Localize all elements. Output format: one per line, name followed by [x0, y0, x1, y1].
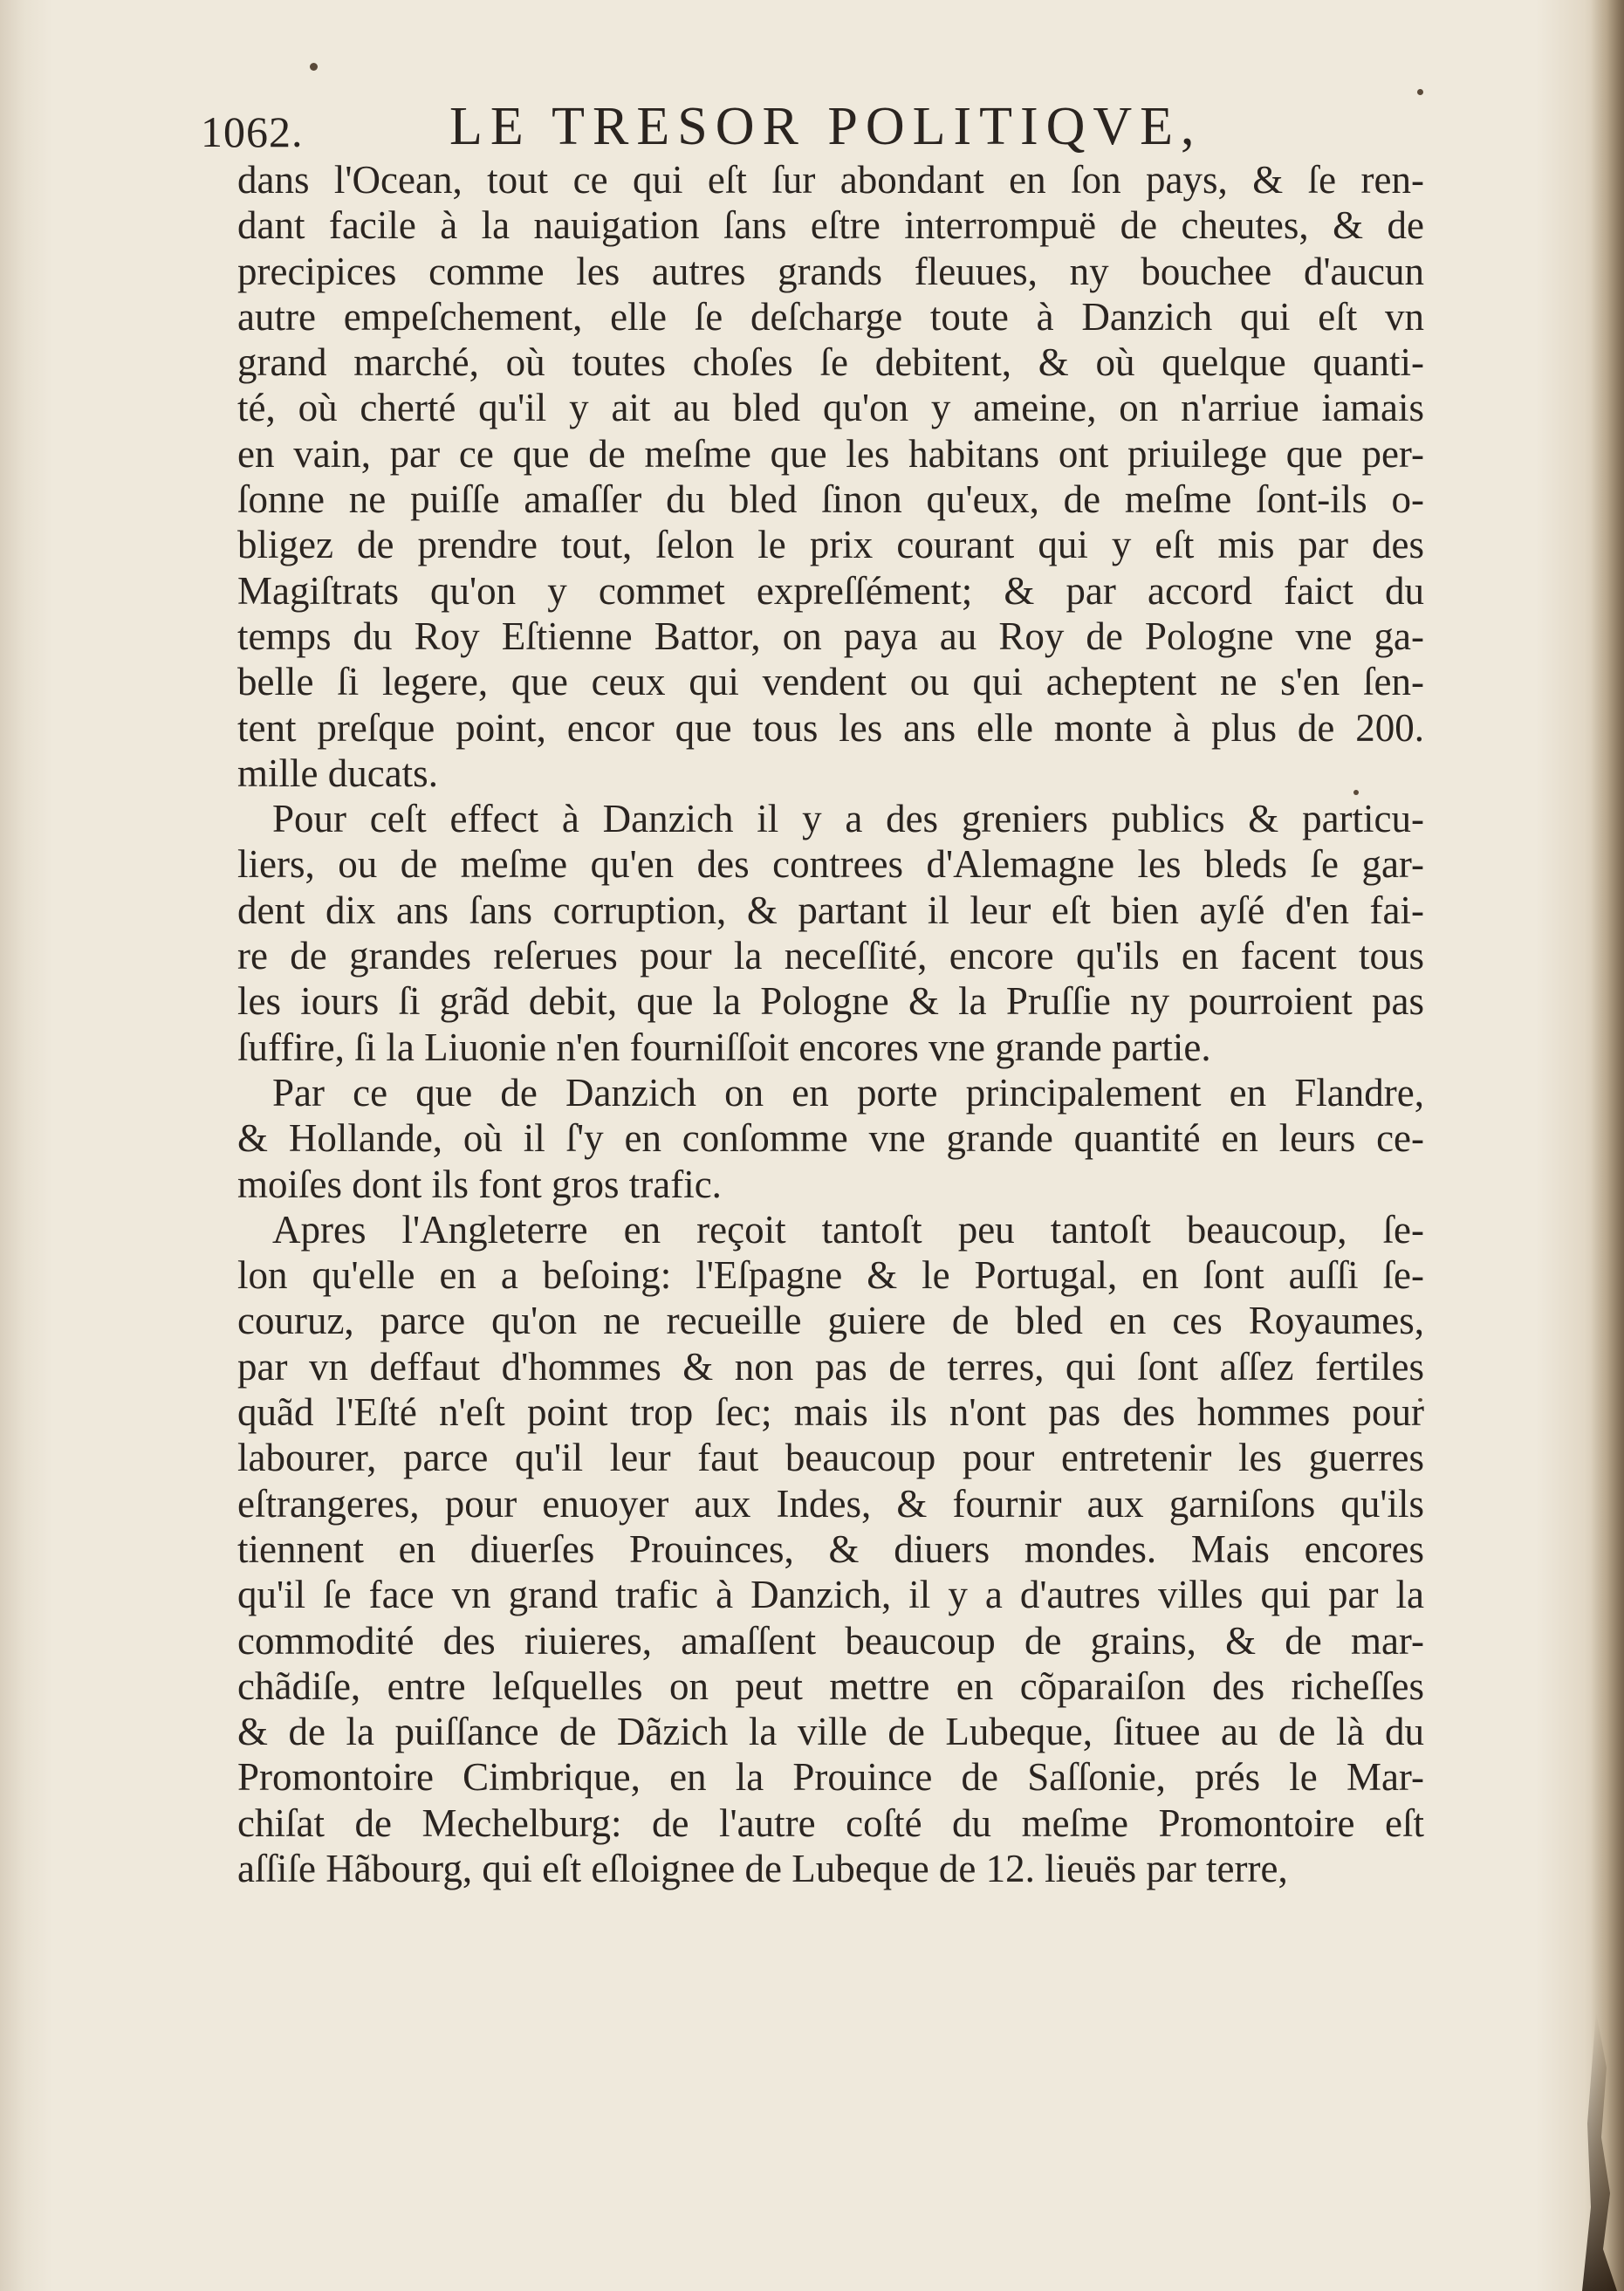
text-line: eſtrangeres, pour enuoyer aux Indes, & fournir aux garniſons qu'ils — [237, 1481, 1424, 1526]
text-line: bligez de prendre tout, ſelon le prix courant qui y eſt mis par des — [237, 523, 1424, 567]
text-line: chiſat de Mechelburg: de l'autre coſté du meſme Promontoire eſt — [237, 1801, 1424, 1845]
text-line: mille ducats. — [237, 751, 438, 795]
text-line: Magiſtrats qu'on y commet expreſſément; & par accord faict du — [237, 568, 1424, 613]
text-line: ſuffire, ſi la Liuonie n'en fourniſſoit encores vne grande partie. — [237, 1025, 1211, 1069]
running-title: LE TRESOR POLITIQVE, — [449, 97, 1203, 156]
text-line: Apres l'Angleterre en reçoit tantoſt peu tantoſt beaucoup, ſe- — [272, 1207, 1424, 1252]
text-line: Par ce que de Danzich on en porte principalement en Flandre, — [272, 1070, 1424, 1115]
page-header — [201, 96, 1292, 166]
text-line: couruz, parce qu'on ne recueille guiere de bled en ces Royaumes, — [237, 1299, 1424, 1343]
text-line: aſſiſe Hãbourg, qui eſt eſloignee de Lubeque de 12. lieuës par terre, — [237, 1846, 1288, 1890]
text-line: precipices comme les autres grands fleuues, ny bouchee d'aucun — [237, 249, 1424, 293]
text-line: dans l'Ocean, tout ce qui eſt ſur abondant en ſon pays, & ſe ren- — [237, 158, 1424, 202]
text-line: moiſes dont ils font gros trafic. — [237, 1162, 722, 1206]
text-line: Promontoire Cimbrique, en la Prouince de Saſſonie, prés le Mar- — [237, 1755, 1424, 1800]
text-line: les iours ſi grãd debit, que la Pologne & la Pruſſie ny pourroient pas — [237, 979, 1424, 1024]
text-line: tent preſque point, encor que tous les ans elle monte à plus de 200. — [237, 705, 1424, 750]
text-line: & Hollande, où il ſ'y en conſomme vne grande quantité en leurs ce- — [237, 1116, 1424, 1161]
text-line: en vain, par ce que de meſme que les habitans ont priuilege que per- — [237, 431, 1424, 476]
text-line: lon qu'elle en a beſoing: l'Eſpagne & le Portugal, en ſont auſſi ſe- — [237, 1253, 1424, 1298]
text-line: té, où cherté qu'il y ait au bled qu'on y ameine, on n'arriue iamais — [237, 386, 1424, 430]
ink-speck — [310, 63, 318, 71]
text-line: & de la puiſſance de Dãzich la ville de Lubeque, ſituee au de là du — [237, 1710, 1424, 1754]
text-line: dent dix ans ſans corruption, & partant il leur eſt bien ayſé d'en fai- — [237, 888, 1424, 932]
text-line: grand marché, où toutes choſes ſe debitent, & où quelque quanti- — [237, 340, 1424, 385]
text-line: chãdiſe, entre leſquelles on peut mettre en cõparaiſon des richeſſes — [237, 1663, 1424, 1708]
text-line: temps du Roy Eſtienne Battor, on paya au Roy de Pologne vne ga- — [237, 614, 1424, 658]
text-line: liers, ou de meſme qu'en des contrees d'Alemagne les bleds ſe gar- — [237, 842, 1424, 887]
text-line: commodité des riuieres, amaſſent beaucoup de grains, & de mar- — [237, 1618, 1424, 1663]
text-line: autre empeſchement, elle ſe deſcharge toute à Danzich qui eſt vn — [237, 294, 1424, 339]
text-line: labourer, parce qu'il leur faut beaucoup pour entretenir les guerres — [237, 1436, 1424, 1480]
body-text — [237, 157, 1424, 1891]
text-line: par vn deffaut d'hommes & non pas de terres, qui ſont aſſez fertiles — [237, 1344, 1424, 1389]
text-line: ſonne ne puiſſe amaſſer du bled ſinon qu'eux, de meſme ſont-ils o- — [237, 477, 1424, 522]
text-line: Pour ceſt effect à Danzich il y a des greniers publics & particu- — [272, 797, 1424, 841]
text-line: tiennent en diuerſes Prouinces, & diuers mondes. Mais encores — [237, 1526, 1424, 1571]
text-line: dant facile à la nauigation ſans eſtre interrompuë de cheutes, & de — [237, 203, 1424, 248]
page-number: 1062. — [201, 107, 304, 156]
text-line: quãd l'Eſté n'eſt point trop ſec; mais ils n'ont pas des hommes pour — [237, 1390, 1424, 1435]
ink-speck — [1417, 89, 1423, 95]
text-line: belle ſi legere, que ceux qui vendent ou qui acheptent ne s'en ſen- — [237, 660, 1424, 704]
text-line: re de grandes reſerues pour la neceſſité, encore qu'ils en facent tous — [237, 934, 1424, 978]
page-gutter-shadow — [1591, 0, 1624, 2291]
text-line: qu'il ſe face vn grand trafic à Danzich, il y a d'autres villes qui par la — [237, 1573, 1424, 1617]
